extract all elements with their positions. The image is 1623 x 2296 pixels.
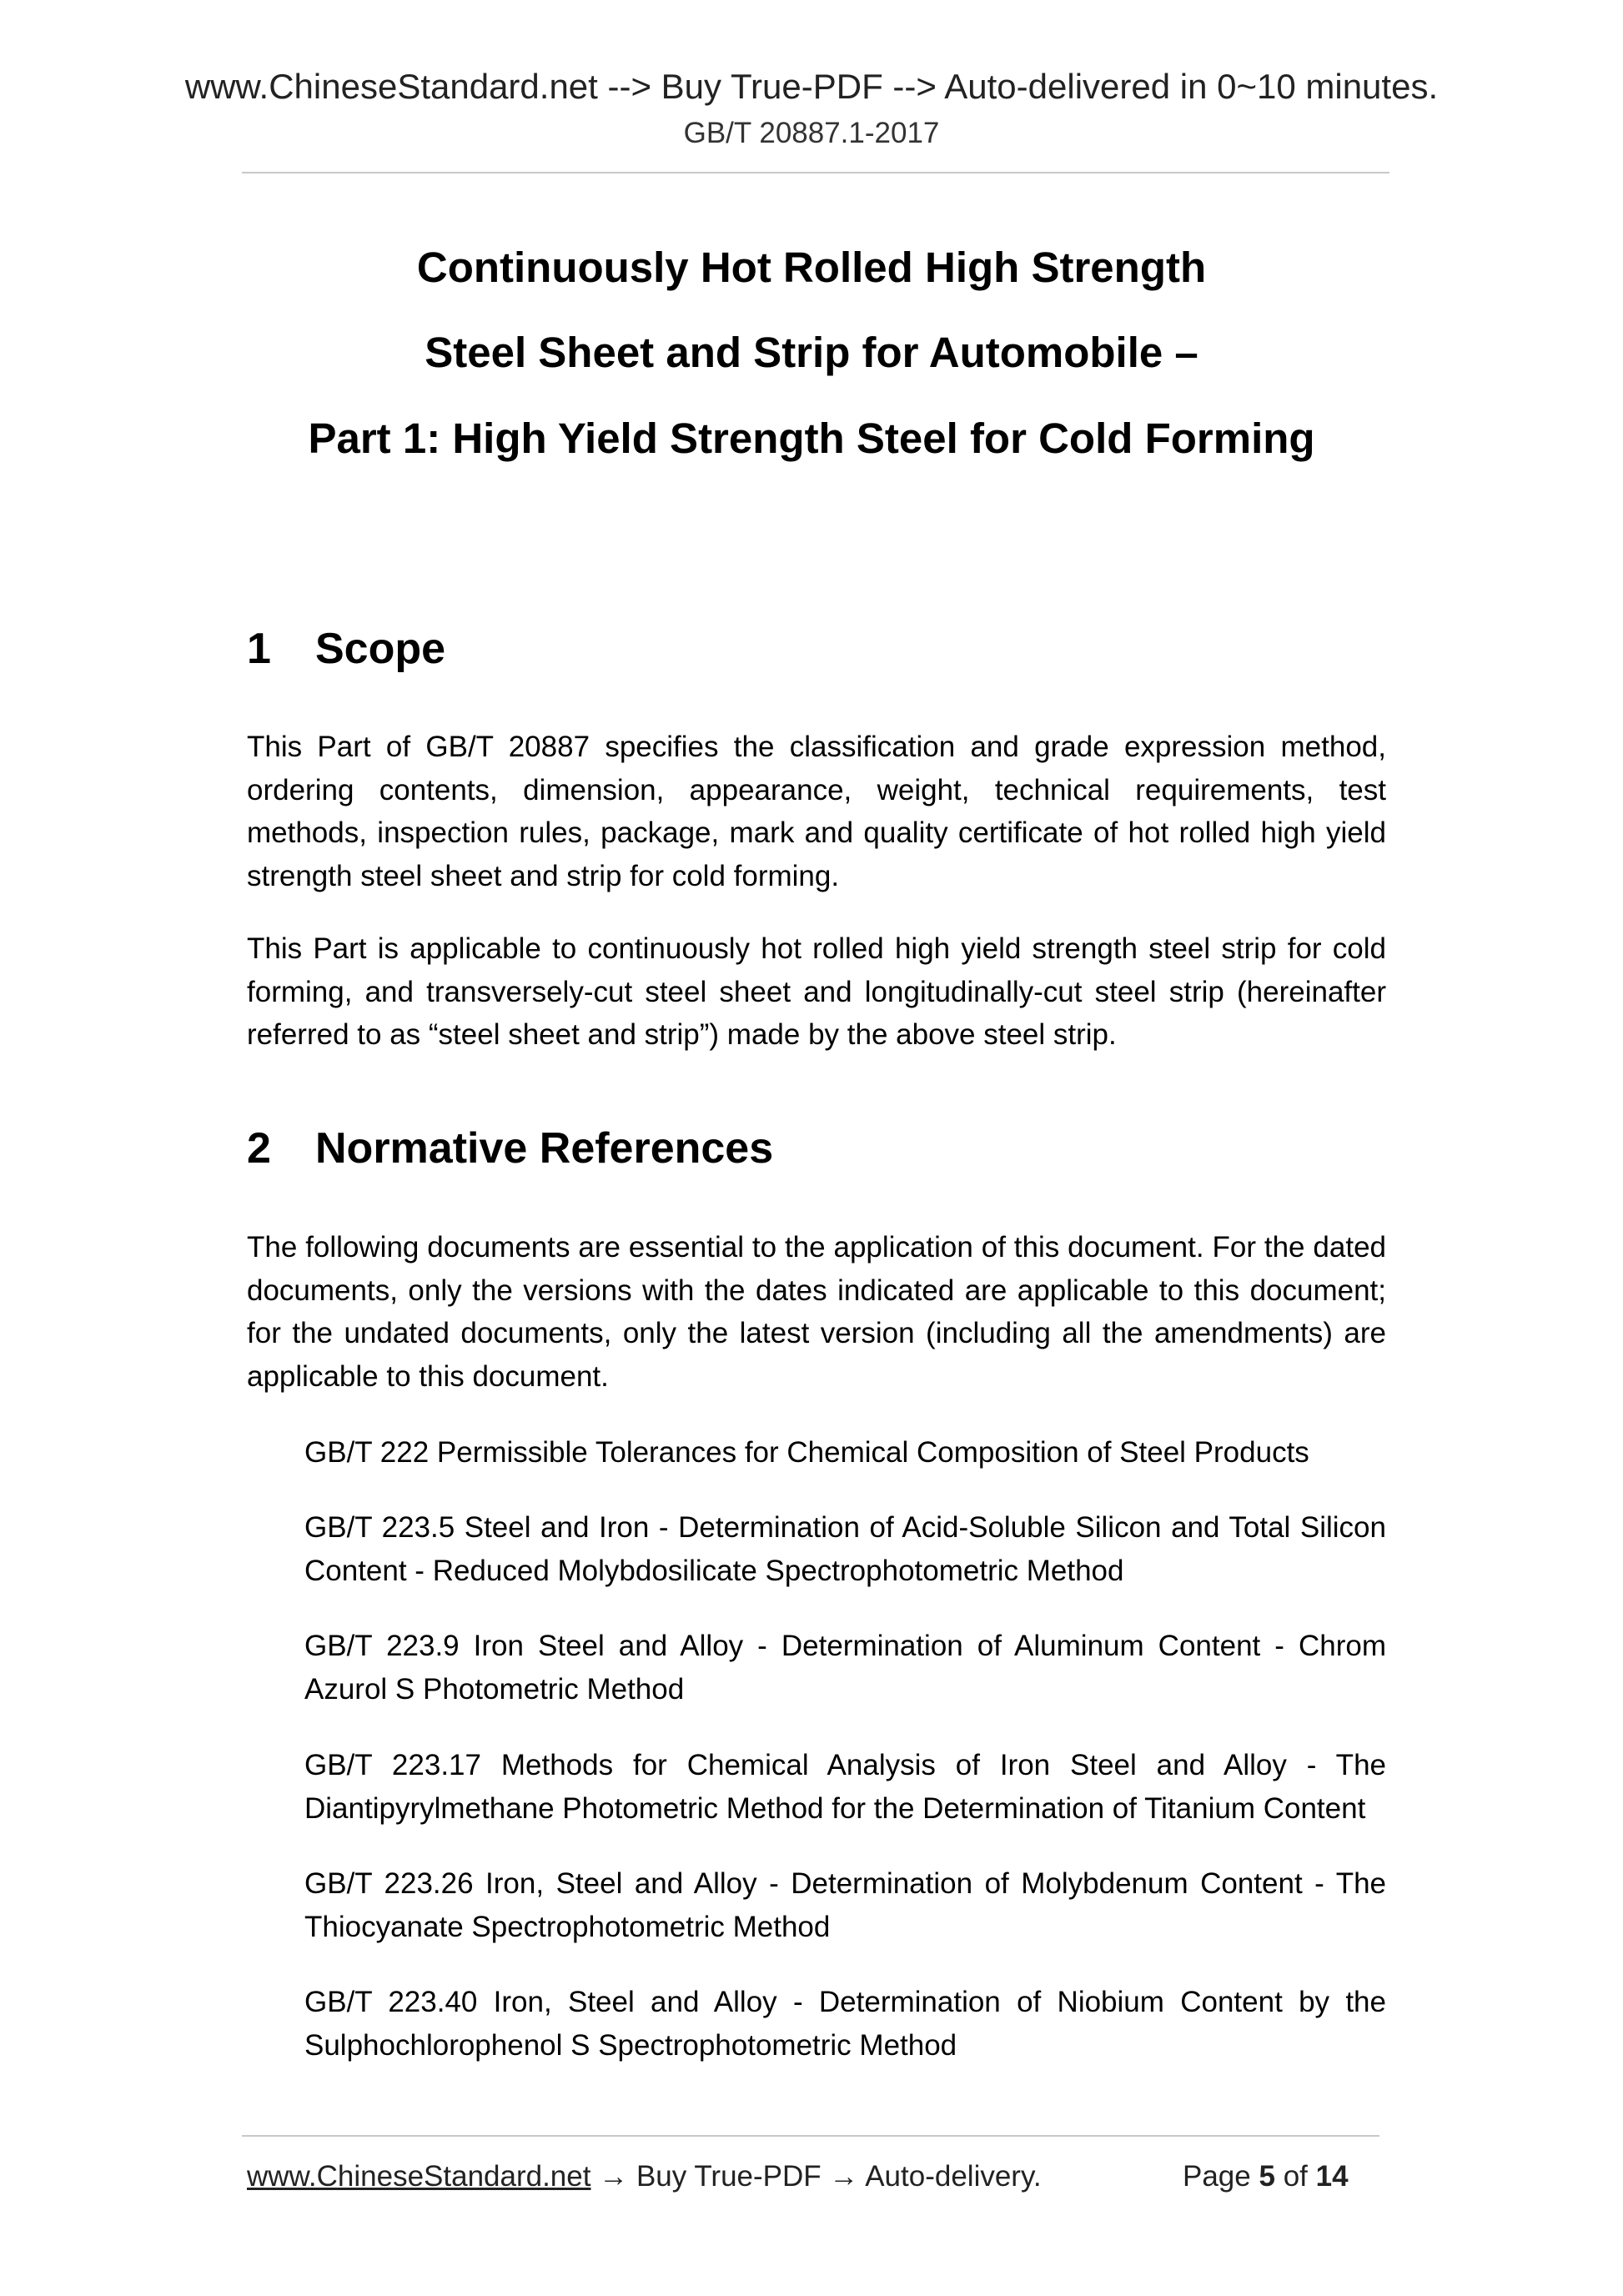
header-divider — [242, 172, 1389, 173]
reference-item: GB/T 222 Permissible Tolerances for Chemical Composition of Steel Products — [304, 1436, 1309, 1469]
page-of-label: of — [1283, 2160, 1308, 2193]
document-title-line-1: Continuously Hot Rolled High Strength — [416, 244, 1207, 291]
section-title: Normative References — [315, 1124, 774, 1173]
page-current: 5 — [1259, 2160, 1275, 2193]
reference-item: GB/T 223.17 Methods for Chemical Analysis of Iron Steel and Alloy - The Diantipyrylmethane Photometric Method for the Determination of Titanium Content — [304, 1749, 1386, 1825]
document-title-line-2: Steel Sheet and Strip for Automobile – — [425, 329, 1198, 376]
page-indicator — [1183, 2158, 1349, 2195]
scope-paragraph-2: This Part is applicable to continuously hot rolled high yield strength steel strip for cold forming, and transversely-cut steel sheet and longitudinally-cut steel strip (hereinafter referred to as “steel sheet and strip”) made by the above steel strip. — [247, 932, 1386, 1051]
header-banner: www.ChineseStandard.net --> Buy True-PDF --> Auto-delivered in 0~10 minutes. — [184, 67, 1439, 106]
section-number: 2 — [247, 1124, 271, 1173]
standard-code: GB/T 20887.1-2017 — [683, 117, 940, 149]
footer-delivery-text: Auto-delivery. — [865, 2160, 1042, 2193]
section-title: Scope — [315, 625, 446, 673]
reference-item: GB/T 223.40 Iron, Steel and Alloy - Determination of Niobium Content by the Sulphochlorophenol S Spectrophotometric Method — [304, 1986, 1386, 2062]
reference-item: GB/T 223.5 Steel and Iron - Determination of Acid-Soluble Silicon and Total Silicon Content - Reduced Molybdosilicate Spectrophotometric Method — [304, 1511, 1386, 1587]
normative-intro-paragraph: The following documents are essential to the application of this document. For the dated documents, only the versions with the dates indicated are applicable to this document; for the undated documents, only the latest version (including all the amendments) are applicable to this document. — [247, 1231, 1386, 1393]
page-label: Page — [1183, 2160, 1251, 2193]
footer-divider — [242, 2135, 1379, 2137]
footer-promo — [247, 2158, 1042, 2195]
arrow-right-icon: → — [599, 2160, 629, 2193]
reference-item: GB/T 223.26 Iron, Steel and Alloy - Determination of Molybdenum Content - The Thiocyanate Spectrophotometric Method — [304, 1867, 1386, 1943]
footer-site-link[interactable]: www.ChineseStandard.net — [247, 2160, 591, 2193]
section-number: 1 — [247, 625, 271, 673]
reference-item: GB/T 223.9 Iron Steel and Alloy - Determination of Aluminum Content - Chrom Azurol S Photometric Method — [304, 1630, 1386, 1706]
page-total: 14 — [1315, 2160, 1349, 2193]
section-heading-scope — [247, 622, 445, 676]
arrow-right-icon: → — [829, 2160, 859, 2193]
footer-buy-text: Buy True-PDF — [636, 2160, 822, 2193]
document-title-line-3: Part 1: High Yield Strength Steel for Cold Forming — [308, 414, 1315, 462]
scope-paragraph-1: This Part of GB/T 20887 specifies the classification and grade expression method, ordering contents, dimension, appearance, weight, technical requirements, test methods, inspection rules, package, mark and quality certificate of hot rolled high yield strength steel sheet and strip for cold forming. — [247, 731, 1386, 892]
section-heading-normative-references — [247, 1122, 773, 1175]
